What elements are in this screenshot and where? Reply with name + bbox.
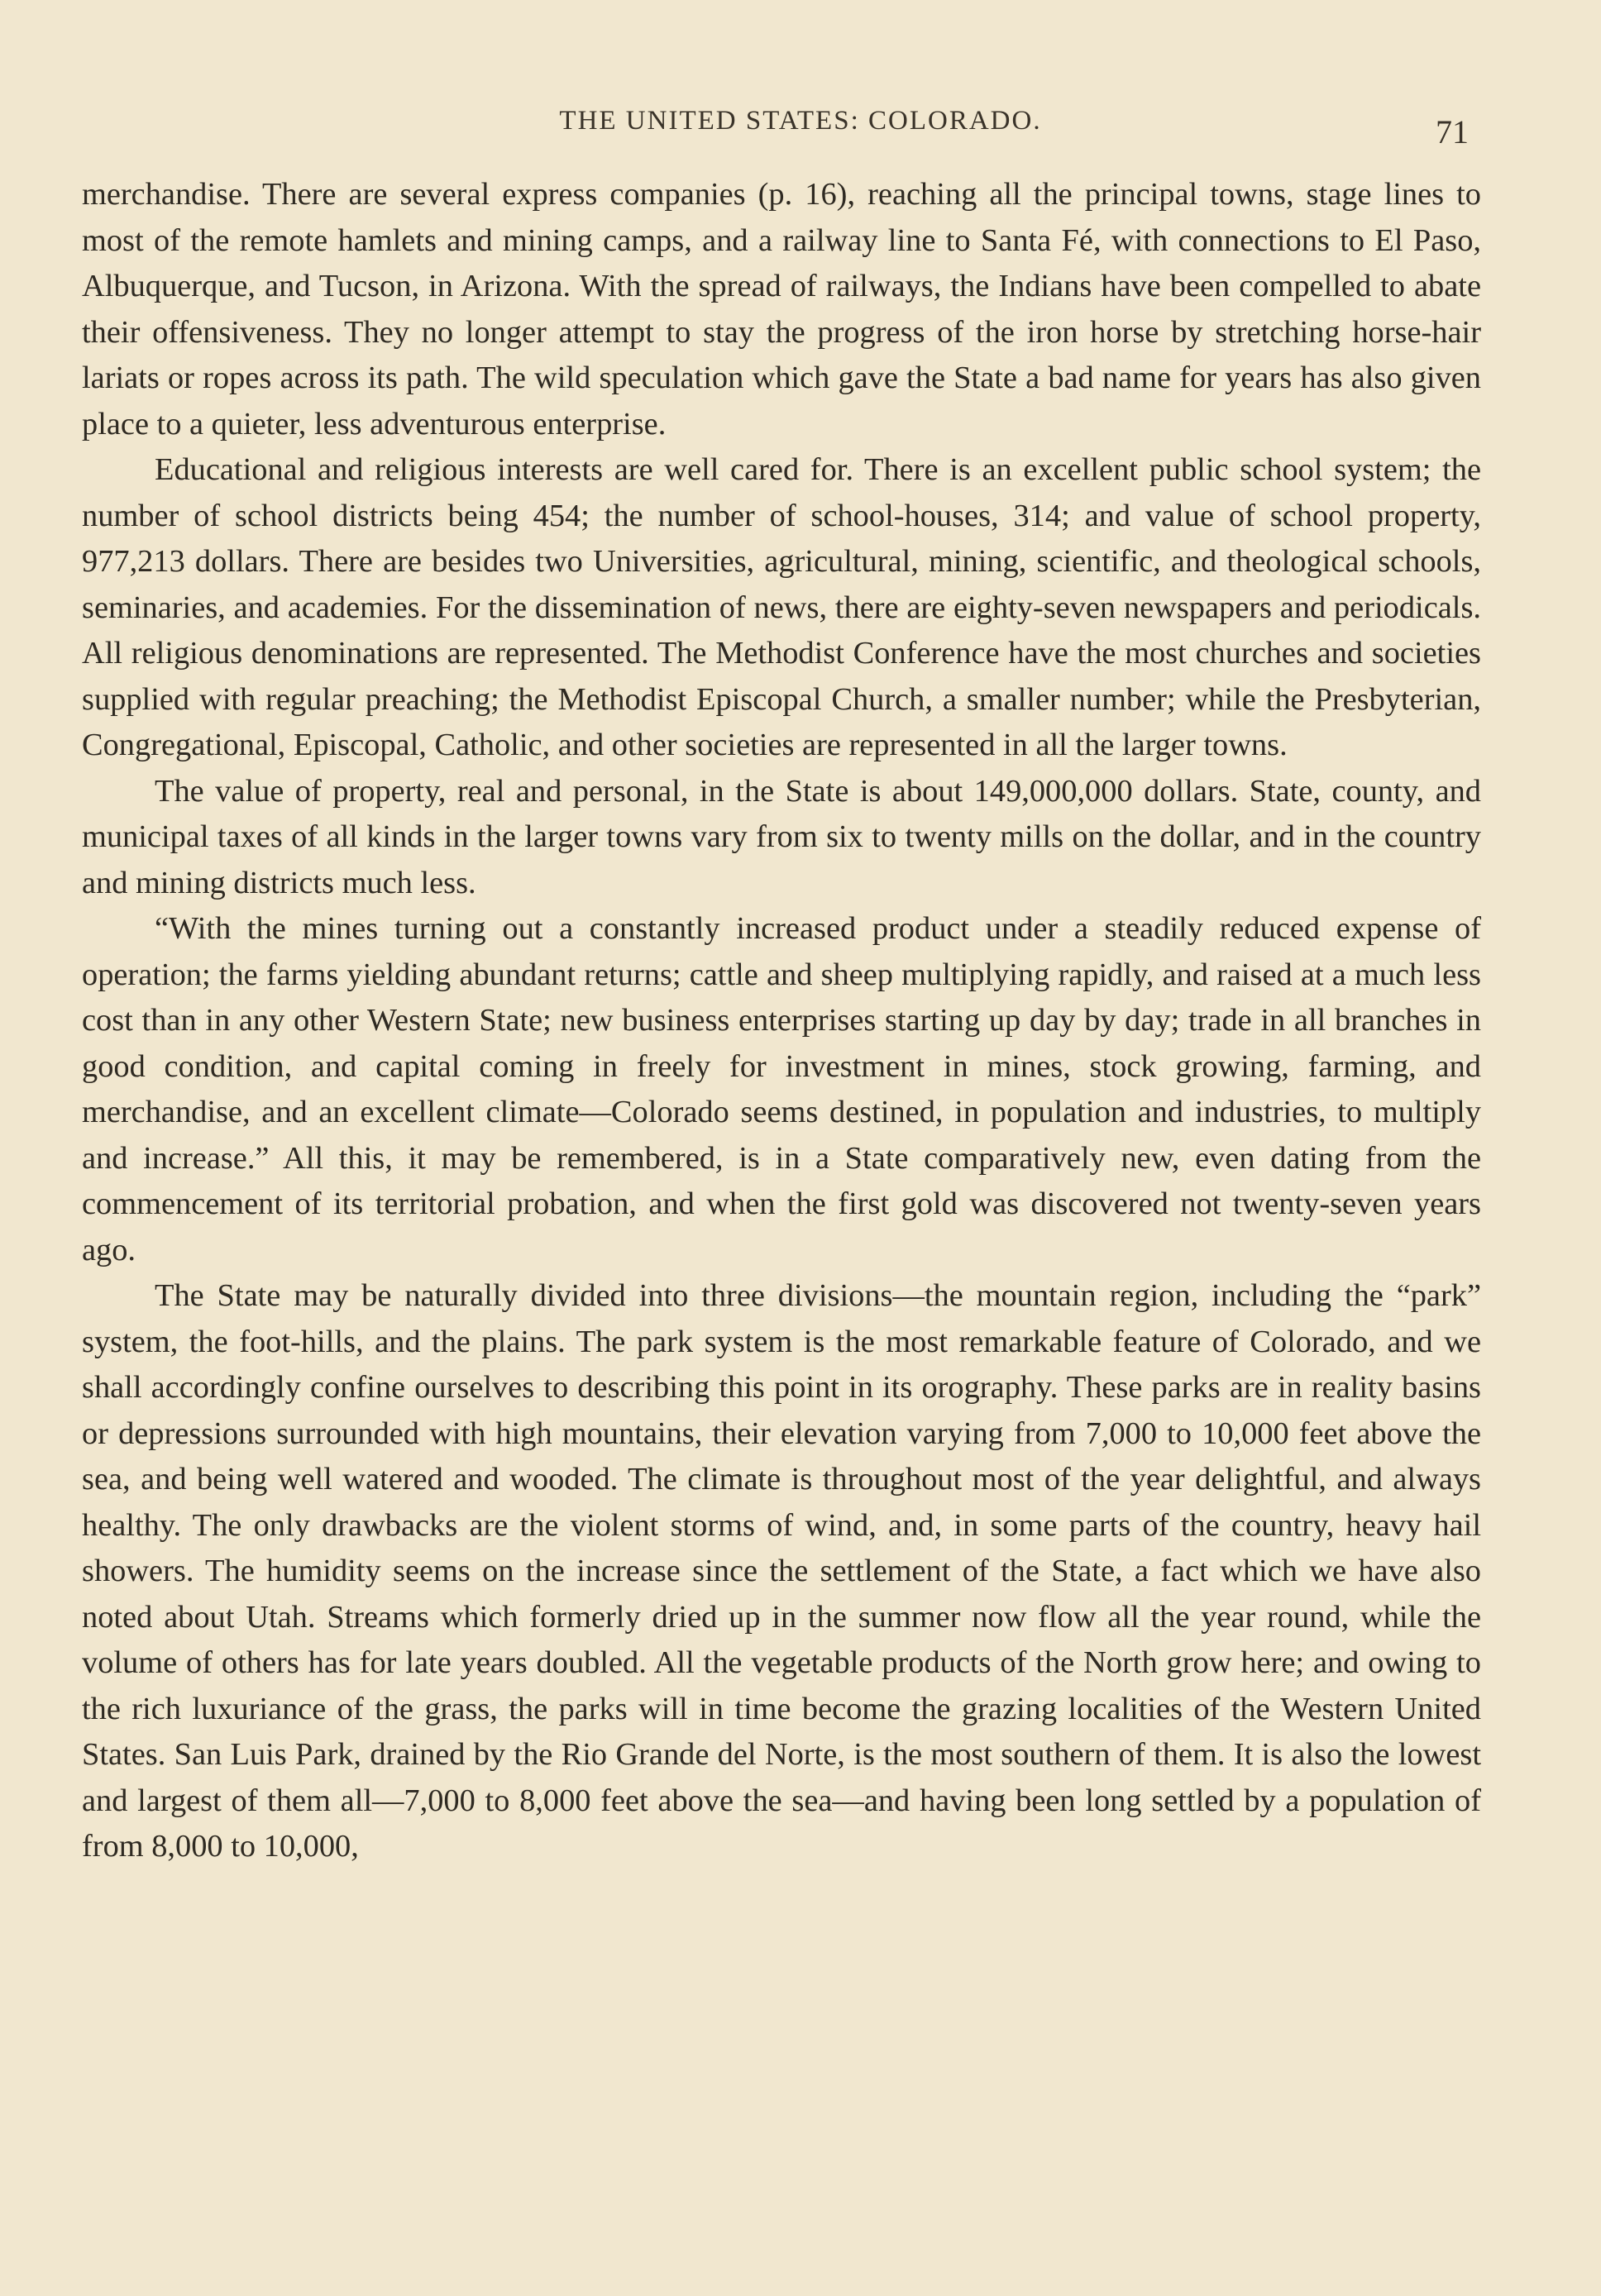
paragraph-education: Educational and religious interests are well cared for. There is an excellent public school system; the number of school districts being 454; the number of school-houses, 314; and value of school property, 977,213 dollars. There are besides two Universities, agricultural, mining, scientific, and theological schools, seminaries, and academies. For the dissemination of news, there are eighty-seven newspapers and periodicals. All religious denominations are represented. The Methodist Conference have the most churches and societies supplied with regular preaching; the Methodist Episcopal Church, a smaller number; while the Presbyterian, Congregational, Episcopal, Catholic, and other societies are represented in all the larger towns.	[82, 452, 1481, 762]
page-number: 71	[1436, 113, 1469, 150]
paragraph-quotation: “With the mines turning out a constantly increased product under a steadily reduced expense of operation; the farms yielding abundant returns; cattle and sheep multiplying rapidly, and raised at a much less cost than in any other Western State; new business enterprises starting up day by day; trade in all branches in good condition, and capital coming in freely for investment in mines, stock growing, farming, and merchandise, and an excellent climate—Colorado seems destined, in population and industries, to multiply and increase.” All this, it may be remembered, is in a State comparatively new, even dating from the commencement of its territorial probation, and when the first gold was discovered not twenty-seven years ago.	[82, 911, 1481, 1267]
paragraph-continued: merchandise. There are several express companies (p. 16), reaching all the principal towns, stage lines to most of the remote hamlets and mining camps, and a railway line to Santa Fé, with connections to El Paso, Albuquerque, and Tucson, in Arizona. With the spread of railways, the Indians have been compelled to abate their offensiveness. They no longer attempt to stay the progress of the iron horse by stretching horse-hair lariats or ropes across its path. The wild speculation which gave the State a bad name for years has also given place to a quieter, less adventurous enterprise.	[82, 177, 1481, 442]
paragraph-property: The value of property, real and personal, in the State is about 149,000,000 dollars. State, county, and municipal taxes of all kinds in the larger towns vary from six to twenty mills on the dollar, and in the country and mining districts much less.	[82, 773, 1481, 900]
running-head: THE UNITED STATES: COLORADO.	[559, 106, 1042, 136]
body-text	[82, 172, 1481, 1870]
paragraph-divisions: The State may be naturally divided into three divisions—the mountain region, including the “park” system, the foot-hills, and the plains. The park system is the most remarkable feature of Colorado, and we shall accordingly confine ourselves to describing this point in its orography. These parks are in reality basins or depressions surrounded with high mountains, their elevation varying from 7,000 to 10,000 feet above the sea, and being well watered and wooded. The climate is throughout most of the year delightful, and always healthy. The only drawbacks are the violent storms of wind, and, in some parts of the country, heavy hail showers. The humidity seems on the increase since the settlement of the State, a fact which we have also noted about Utah. Streams which formerly dried up in the summer now flow all the year round, while the volume of others has for late years doubled. All the vegetable products of the North grow here; and owing to the rich luxuriance of the grass, the parks will in time become the grazing localities of the Western United States. San Luis Park, drained by the Rio Grande del Norte, is the most southern of them. It is also the lowest and largest of them all—7,000 to 8,000 feet above the sea—and having been long settled by a population of from 8,000 to 10,000,	[82, 1278, 1481, 1864]
